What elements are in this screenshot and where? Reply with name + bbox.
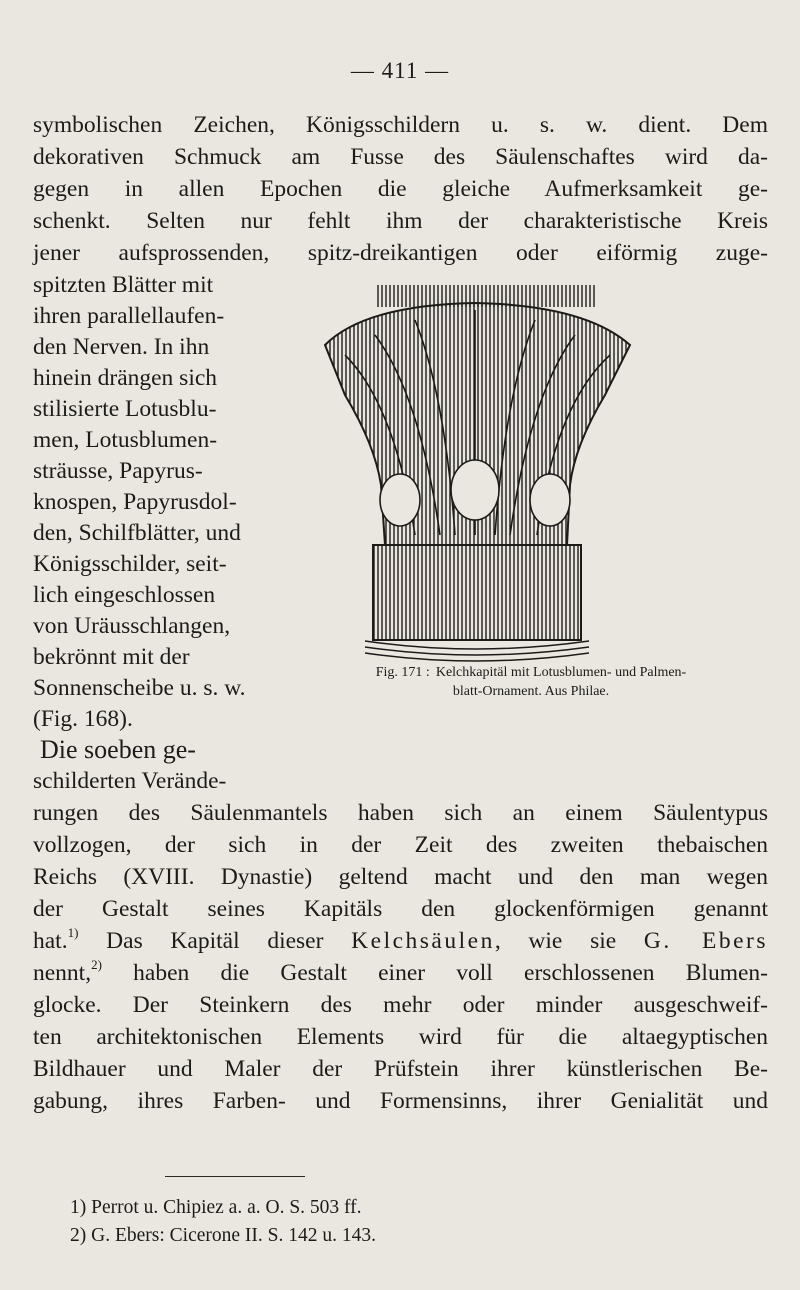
text-line: bekrönnt mit der (33, 644, 190, 670)
footnote: 2) G. Ebers: Cicerone II. S. 142 u. 143. (70, 1225, 376, 1246)
text-line: sträusse, Papyrus- (33, 458, 203, 484)
text-line: Sonnenscheibe u. s. w. (33, 675, 246, 701)
text-line: hinein drängen sich (33, 365, 218, 391)
text-line: den Nerven. In ihn (33, 334, 210, 360)
figure-caption (296, 663, 766, 701)
text-line: vollzogen, der sich in der Zeit des zweiten thebaischen (33, 832, 768, 858)
neck-bands (365, 641, 589, 661)
text-line: glocke. Der Steinkern des mehr oder minder ausgeschweif- (33, 992, 768, 1018)
text-line: gegen in allen Epochen die gleiche Aufmerksamkeit ge- (33, 176, 768, 202)
footnote-ref: 1) (67, 925, 79, 940)
text-line: von Uräusschlangen, (33, 613, 231, 639)
text-line: dekorativen Schmuck am Fusse des Säulenschaftes wird da- (33, 144, 768, 170)
column-capital-illustration (305, 285, 645, 670)
text-line (33, 958, 768, 988)
footnote-divider (165, 1176, 305, 1177)
text-line: lich eingeschlossen (33, 582, 216, 608)
text-line: rungen des Säulenmantels haben sich an einem Säulentypus (33, 800, 768, 826)
footnote: 1) Perrot u. Chipiez a. a. O. S. 503 ff. (70, 1197, 362, 1218)
text-line: symbolischen Zeichen, Königsschildern u. s. w. dient. Dem (33, 112, 768, 138)
page-number: — 411 — (350, 58, 450, 83)
text-line: den, Schilfblätter, und (33, 520, 241, 546)
caption-text-1: Kelchkapitäl mit Lotusblumen- und Palmen- (435, 665, 687, 680)
text-run: nennt, (33, 960, 92, 986)
text-line: men, Lotusblumen- (33, 427, 218, 453)
text-run: haben die Gestalt einer voll erschlossenen Blumen- (101, 960, 768, 986)
text-line: schenkt. Selten nur fehlt ihm der charakteristische Kreis (33, 208, 768, 234)
caption-text-2: blatt-Ornament. Aus Philae. (452, 684, 610, 699)
emphasis: G. Ebers (643, 928, 768, 954)
text-line: schilderten Verände- (33, 768, 227, 794)
text-run: hat. (33, 928, 68, 954)
column-shaft (373, 545, 581, 640)
text-line (33, 926, 768, 956)
text-line: knospen, Papyrusdol- (33, 489, 237, 515)
emphasis: Kelchsäulen (351, 928, 495, 954)
footnote-ref: 2) (91, 957, 102, 972)
text-line: der Gestalt seines Kapitäls den glockenförmigen genannt (33, 896, 768, 922)
text-line: Bildhauer und Maler der Prüfstein ihrer künstlerischen Be- (33, 1056, 768, 1082)
text-line: Reichs (XVIII. Dynastie) geltend macht und den man wegen (33, 864, 768, 890)
text-line: Die soeben ge- (40, 735, 196, 764)
text-line: (Fig. 168). (33, 706, 133, 732)
text-line: stilisierte Lotusblu- (33, 396, 217, 422)
text-line: spitzten Blätter mit (33, 272, 214, 298)
text-line: ihren parallellaufen- (33, 303, 225, 329)
text-line: gabung, ihres Farben- und Formensinns, ihrer Genialität und (33, 1088, 768, 1114)
figure-label: Fig. 171 : (375, 665, 430, 680)
text-line: ten architektonischen Elements wird für die altaegyptischen (33, 1024, 768, 1050)
text-line: jener aufsprossenden, spitz-dreikantigen oder eiförmig zuge- (33, 240, 768, 266)
text-run: , wie sie (494, 928, 644, 954)
text-run: Das Kapitäl dieser (78, 928, 352, 954)
text-line: Königsschilder, seit- (33, 551, 227, 577)
